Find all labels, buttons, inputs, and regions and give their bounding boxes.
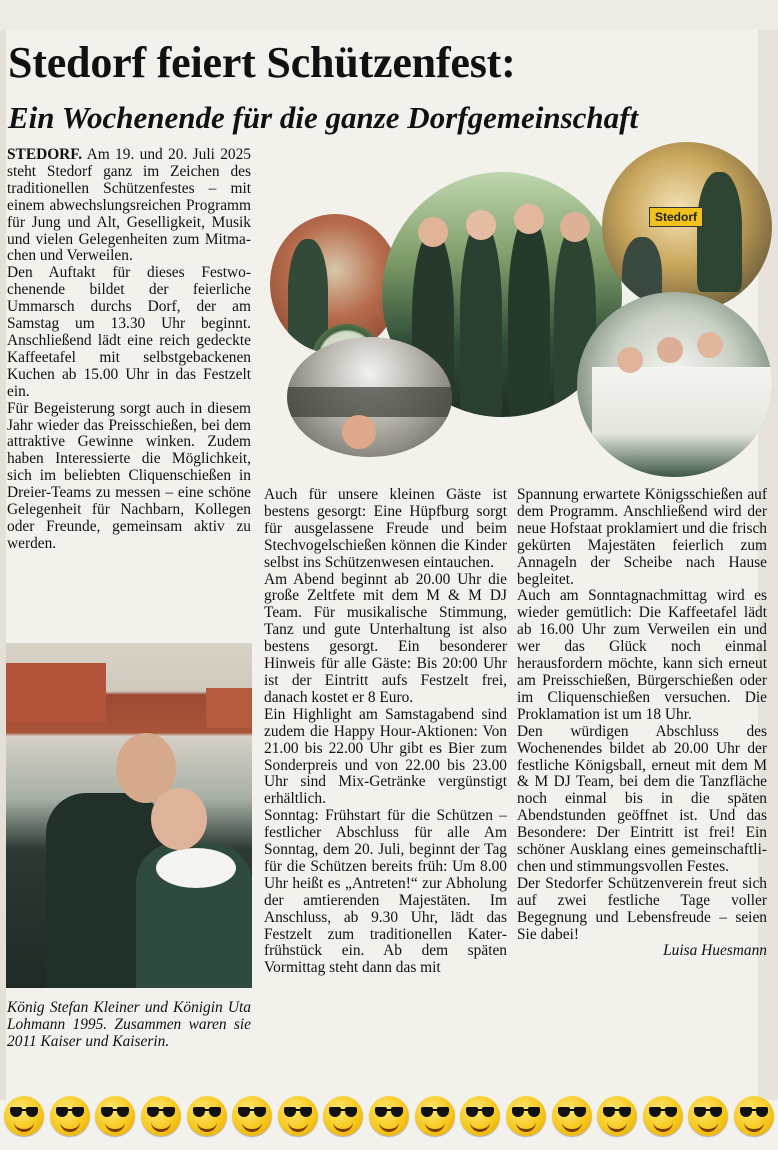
paragraph-9: Auch am Sonntagnachmittag wird es wieder gemütlich: Die Kaffeetafel lädt ab 16.00 Uhr zum Verweilen ein und wer das Glück noch einmal herausfordern möchte, kann sich erneut am Preisschießen, Bürgerschießen oder im Cliquenschießen versuchen. Die Proklamation ist um 18 Uhr. <box>517 587 767 723</box>
paragraph-11: Der Stedorfer Schützenverein freut sich auf zwei festliche Tage voller Begegnung und Lebensfreude – seien Sie dabei! <box>517 874 767 943</box>
paragraph-1-text: Am 19. und 20. Juli 2025 steht Stedorf ganz im Zeichen des traditionellen Schützenfestes – mit einem abwechslungsreichen Programm für Jung und Alt, Geselligkeit, Musik und vielen Gelegenheiten zum Mitmachen und Verweilen. <box>7 146 251 265</box>
sunglasses-smiley-icon <box>95 1096 135 1136</box>
article-column-3 <box>517 487 767 960</box>
photo-king-and-queen <box>6 643 252 988</box>
stedorf-sign: Stedorf <box>649 207 703 227</box>
sunglasses-smiley-icon <box>232 1096 272 1136</box>
sunglasses-smiley-icon <box>734 1096 774 1136</box>
sunglasses-smiley-icon <box>597 1096 637 1136</box>
sunglasses-smiley-icon <box>415 1096 455 1136</box>
photo-house-roof-2 <box>206 688 252 728</box>
sunglasses-smiley-icon <box>278 1096 318 1136</box>
paragraph-4: Auch für unsere kleinen Gäste ist bestens gesorgt: Eine Hüpfburg sorgt für ausgelassene Freude und beim Stechvogelschießen können die Kinder selbst ins Schützenwesen eintauchen. <box>264 486 507 571</box>
sunglasses-smiley-icon <box>4 1096 44 1136</box>
adjacent-page-edge-top <box>0 0 778 30</box>
photo-caption: König Stefan Kleiner und Königin Uta Lohmann 1995. Zusammen waren sie 2011 Kaiser und Kaiserin. <box>7 999 251 1050</box>
photo-shooting-disc <box>270 214 400 354</box>
sunglasses-smiley-icon <box>688 1096 728 1136</box>
paragraph-7: Sonntag: Frühstart für die Schützen – festlicher Abschluss für alle Am Sonntag, dem 20. Juli, beginnt der Tag für die Schützen bereits früh: Um 8.00 Uhr heißt es „Antreten!“ zur Abholung der amtierenden Majestäten. Im Anschluss, ab 9.30 Uhr, lädt das Festzelt zum traditionellen Katerfrühstück ein. Ab dem späten Vormittag steht dann das mit <box>264 807 507 977</box>
photo-festival-crowd <box>287 337 452 457</box>
author-byline: Luisa Huesmann <box>663 942 767 960</box>
article-column-1 <box>7 147 251 553</box>
paragraph-3: Für Begeisterung sorgt auch in diesem Jahr wieder das Preisschießen, bei dem attraktive Gewinne winken. Zudem haben Interessierte die Möglichkeit, sich im beliebten Cliquenschießen in Dreier-Teams zu messen – eine schöne Gelegenheit für Nachbarn, Kollegen oder Freunde, gemeinsam aktiv zu werden. <box>7 399 251 552</box>
paragraph-6: Ein Highlight am Samstagabend sind zudem die Happy Hour-Aktionen: Von 21.00 bis 22.00 Uhr gibt es Bier zum Sonderpreis und von 22.00 bis 23.00 Uhr sind Mix-Getränke vergünstigt erhältlich. <box>264 705 507 808</box>
paragraph-8: Spannung erwartete Königsschießen auf dem Programm. Anschließend wird der neue Hofstaat proklamiert und die frisch gekürten Majestäten feierlich zum Annageln der Scheibe nach Hause begleitet. <box>517 486 767 588</box>
sunglasses-smiley-icon <box>369 1096 409 1136</box>
paragraph-2: Den Auftakt für dieses Festwochenende bildet der feierliche Ummarsch durchs Dorf, der am Samstag um 13.30 Uhr beginnt. Anschließend lädt eine reich gedeckte Kaffeetafel mit selbstgebackenen Kuchen ab 15.00 Uhr in das Festzelt ein. <box>7 264 251 400</box>
paragraph-5: Am Abend beginnt ab 20.00 Uhr die große Zeltfete mit dem M & M DJ Team. Für musikalische Stimmung, Tanz und gute Unterhaltung ist also bestens gesorgt. Ein besonderer Hinweis für alle Gäste: Bis 20:00 Uhr ist der Eintritt aufs Festzelt frei, danach kostet er 8 Euro. <box>264 570 507 706</box>
paragraph-10: Den würdigen Abschluss des Wochenendes bildet ab 20.00 Uhr der festliche Königsball, erneut mit dem M & M DJ Team, bei dem die Tanzfläche noch einmal bis in die späten Abendstunden geöffnet ist. Und das Besondere: Der Eintritt ist frei! Ein schöner Ausklang eines gemeinschaftlichen und stimmungsvollen Festes. <box>517 722 767 875</box>
sunglasses-smiley-icon <box>50 1096 90 1136</box>
paragraph-1 <box>7 147 251 265</box>
photo-collage <box>262 142 770 482</box>
photo-queen-face <box>151 788 207 850</box>
sunglasses-smiley-icon <box>141 1096 181 1136</box>
sunglasses-smiley-icon <box>552 1096 592 1136</box>
sunglasses-smiley-icon <box>643 1096 683 1136</box>
sunglasses-smiley-icon <box>323 1096 363 1136</box>
photo-queen-collar <box>156 848 236 888</box>
dateline: STEDORF. <box>7 146 83 163</box>
article-subheadline: Ein Wochenende für die ganze Dorfgemeinschaft <box>8 100 639 135</box>
sunglasses-smiley-icon <box>460 1096 500 1136</box>
photo-house-roof <box>6 663 106 723</box>
photo-proclamation-stage <box>602 142 772 312</box>
photo-singing-shooters <box>577 292 772 477</box>
article-headline: Stedorf feiert Schützenfest: <box>8 38 516 87</box>
article-column-2 <box>264 487 507 977</box>
sunglasses-smiley-icon <box>187 1096 227 1136</box>
sunglasses-smiley-row <box>4 1096 774 1138</box>
sunglasses-smiley-icon <box>506 1096 546 1136</box>
